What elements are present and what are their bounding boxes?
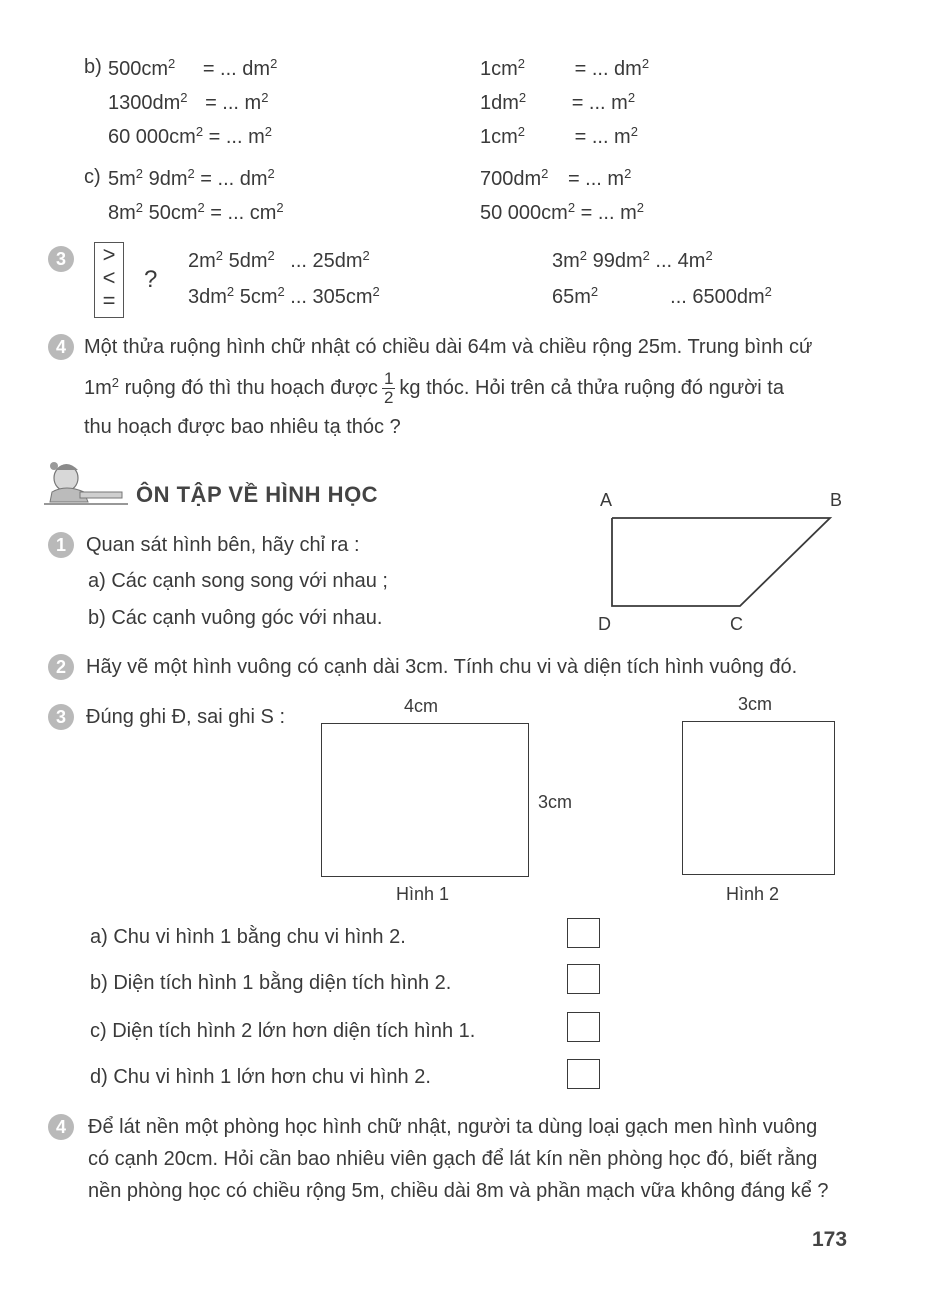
part-b-row1-left: $500cm^2$ = ... $dm^2$ [108, 56, 278, 80]
geo-1-line1: Quan sát hình bên, hãy chỉ ra : [86, 534, 360, 556]
answer-box-a[interactable] [567, 918, 600, 948]
fraction-one-half: $\frac{1}{2}$ [383, 369, 394, 407]
compare-item-2: $3m^2$ $99dm^2$ ... $4m^2$ [552, 248, 713, 272]
greater-symbol: > [102, 242, 116, 267]
fig2-caption: Hình 2 [726, 884, 780, 904]
vertex-c-label: C [730, 614, 743, 634]
part-c-row1-right: $700dm^2$ = ... $m^2$ [480, 166, 632, 190]
vertex-a-label: A [600, 490, 613, 510]
less-symbol: < [102, 265, 116, 290]
part-c-row2-left: $8m^2$ $50cm^2$ = ... $cm^2$ [108, 200, 284, 224]
part-b-row1-right: $1cm^2$ = ... $dm^2$ [480, 56, 650, 80]
exercise-4-number: 4 [48, 334, 74, 360]
geo-4-line2: có cạnh 20cm. Hỏi cần bao nhiêu viên gạch để lát kín nền phòng học đó, biết rằng [88, 1148, 818, 1170]
fig1-side-dimension: 3cm [538, 792, 573, 812]
geo-2-text: Hãy vẽ một hình vuông có cạnh dài 3cm. Tính chu vi và diện tích hình vuông đó. [86, 656, 798, 678]
fig1-caption: Hình 1 [396, 884, 450, 904]
geo-2-number: 2 [48, 654, 74, 680]
answer-box-c[interactable] [567, 1012, 600, 1042]
exercise-3-number: 3 [48, 246, 74, 272]
part-c-row2-right: 50 $000cm^2$ = ... $m^2$ [480, 200, 644, 224]
part-b-row2-right: $1dm^2$ = ... $m^2$ [480, 90, 636, 114]
answer-box-b[interactable] [567, 964, 600, 994]
geo-1-number: 1 [48, 532, 74, 558]
part-b-label: b) [84, 56, 102, 78]
compare-item-1: $2m^2$ $5dm^2$ ... $25dm^2$ [188, 248, 370, 272]
geo-3-number: 3 [48, 704, 74, 730]
geo-4-number: 4 [48, 1114, 74, 1140]
geo-4-line1: Để lát nền một phòng học hình chữ nhật, người ta dùng loại gạch men hình vuông [88, 1116, 818, 1138]
part-b-row2-left: $1300dm^2$ = ... $m^2$ [108, 90, 269, 114]
page-number: 173 [812, 1228, 848, 1251]
question-mark: ? [144, 266, 158, 293]
equal-symbol: = [102, 288, 116, 313]
exercise-4-line2: $1m^2$ ruộng đó thì thu hoạch được $\frac{1}{2}$ kg thóc. Hỏi trên cả thửa ruộng đó người ta [84, 369, 784, 407]
compare-symbols-box [94, 242, 124, 318]
part-b-row3-right: $1cm^2$ = ... $m^2$ [480, 124, 638, 148]
figure-2-square [682, 721, 835, 875]
vertex-b-label: B [830, 490, 843, 510]
statement-d: d) Chu vi hình 1 lớn hơn chu vi hình 2. [90, 1066, 431, 1088]
fig2-top-dimension: 3cm [738, 694, 773, 714]
trapezoid-outline [612, 518, 830, 606]
exercise-4-line3: thu hoạch được bao nhiêu tạ thóc ? [84, 416, 401, 438]
geo-1-line-b: b) Các cạnh vuông góc với nhau. [88, 607, 383, 629]
trapezoid-abcd-figure [590, 484, 860, 644]
exercise-4-line1: Một thửa ruộng hình chữ nhật có chiều dài 64m và chiều rộng 25m. Trung bình cứ [84, 336, 813, 358]
figure-1-rectangle [321, 723, 529, 877]
part-b-row3-left: 60 $000cm^2$ = ... $m^2$ [108, 124, 272, 148]
geo-4-line3: nền phòng học có chiều rộng 5m, chiều dài 8m và phần mạch vữa không đáng kể ? [88, 1180, 829, 1202]
statement-b: b) Diện tích hình 1 bằng diện tích hình 2. [90, 972, 452, 994]
compare-item-4: $65m^2$ ... $6500dm^2$ [552, 284, 772, 308]
geo-3-prompt: Đúng ghi Đ, sai ghi S : [86, 706, 285, 728]
part-c-row1-left: $5m^2$ $9dm^2$ = ... $dm^2$ [108, 166, 275, 190]
girl-reading-icon [44, 458, 128, 508]
statement-c: c) Diện tích hình 2 lớn hơn diện tích hình 1. [90, 1020, 476, 1042]
compare-item-3: $3dm^2$ $5cm^2$ ... $305cm^2$ [188, 284, 380, 308]
fig1-top-dimension: 4cm [404, 696, 439, 716]
part-c-label: c) [84, 166, 101, 188]
answer-box-d[interactable] [567, 1059, 600, 1089]
vertex-d-label: D [598, 614, 611, 634]
geo-1-line-a: a) Các cạnh song song với nhau ; [88, 570, 388, 592]
statement-a: a) Chu vi hình 1 bằng chu vi hình 2. [90, 926, 406, 948]
section-title: ÔN TẬP VỀ HÌNH HỌC [136, 482, 379, 507]
